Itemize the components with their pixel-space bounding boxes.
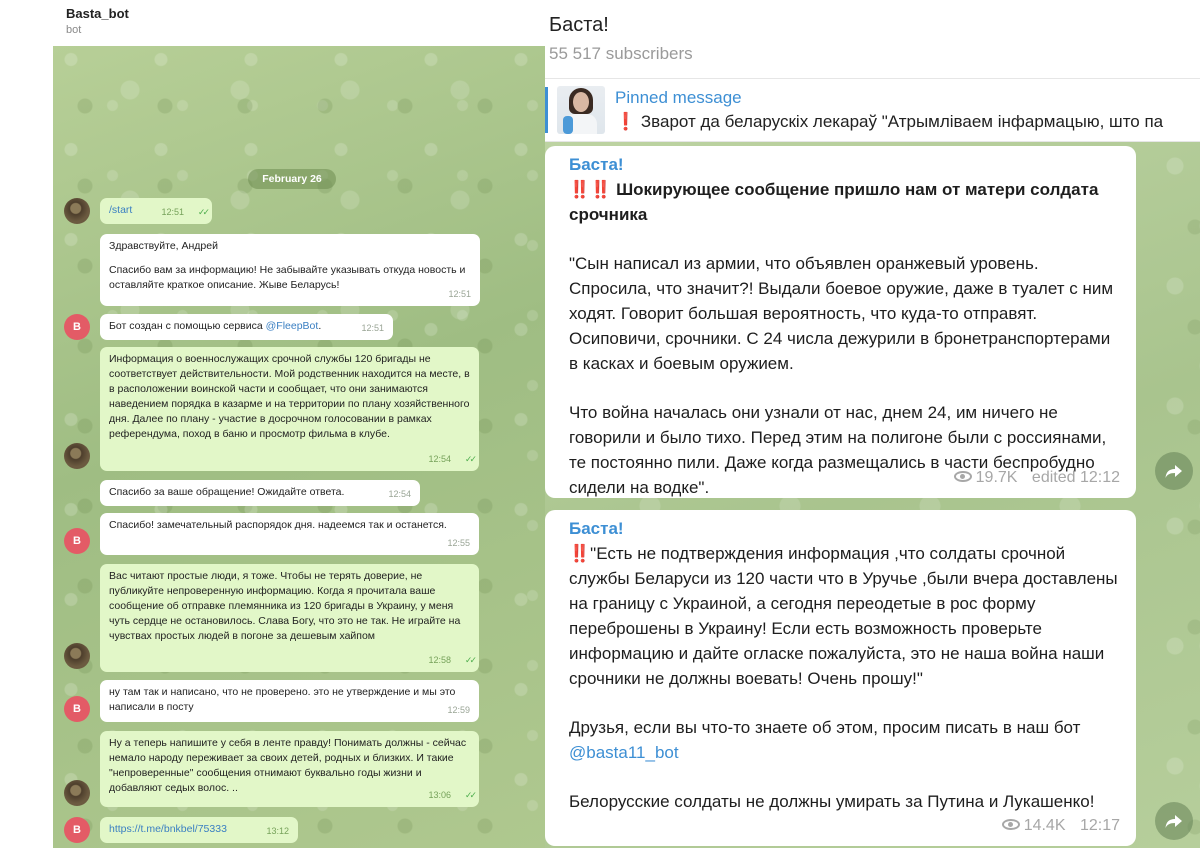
user-avatar-icon[interactable] <box>64 198 90 224</box>
channel-header[interactable] <box>545 0 1200 78</box>
subscriber-count: 55 517 subscribers <box>549 44 693 63</box>
message-text: ну там так и написано, что не проверено. это не утверждение и мы это написали в посту <box>109 686 456 713</box>
incoming-message[interactable] <box>100 680 479 722</box>
chat-subtitle: bot <box>66 24 82 36</box>
chat-header[interactable] <box>0 0 545 46</box>
post-headline-text: Шокирующее сообщение пришло нам от матери солдата срочника <box>569 180 1099 224</box>
outgoing-message[interactable] <box>100 817 298 843</box>
post-author[interactable]: Баста! <box>569 519 624 538</box>
chat-history[interactable] <box>53 46 545 848</box>
post-body <box>569 541 1123 691</box>
post-paragraph: "Есть не подтверждения информация ,что солдаты срочной службы Беларуси из 120 части что в Уручье ,были вчера доставлены на границу с Украиной, а сегодня переодетые в рос форму переброшены в Украину! Если есть возможность проверьте информацию и дайте огласке пожалуйста, это не наша война наши срочники не должны воевать! Очень прошу!" <box>569 544 1118 688</box>
incoming-message[interactable] <box>100 314 393 340</box>
pinned-indicator <box>545 87 548 133</box>
bot-avatar-icon[interactable]: B <box>64 817 90 843</box>
user-avatar-icon[interactable] <box>64 443 90 469</box>
channel-window <box>545 0 1200 848</box>
message-text: Вас читают простые люди, я тоже. Чтобы не терять доверие, не публикуйте непроверенную информацию. Когда я прочитала ваше сообщение об отправке племянника из 120 бригады в Украину, у меня чуть сердце не остановилось. Слава Богу, что это не так. Не играйте на чувствах простых людей в погоне за дешевым хайпом <box>109 570 461 642</box>
message-text: Спасибо! замечательный распорядок дня. надеемся так и останется. <box>109 519 447 531</box>
message-text: Информация о военнослужащих срочной службы 120 бригады не соответствует действительности. Мой родственник находится на месте, в в расположении воинской части и сообщает, что они занимаются наведением порядка в казарме и на территории по плану хозяйственного дня. Далее по плану - участие в досрочном голосовании в рамках референдума, поход в баню и просмотр фильма в клубе. <box>109 353 470 440</box>
eye-icon <box>954 471 972 482</box>
message-link[interactable]: https://t.me/bnkbel/75333 <box>109 823 227 835</box>
outgoing-message[interactable] <box>100 198 212 224</box>
post-paragraph: Белорусские солдаты не должны умирать за Путина и Лукашенко! <box>569 792 1095 811</box>
double-exclamation-icon: ‼️‼️ <box>569 180 612 199</box>
outgoing-message[interactable] <box>100 564 479 672</box>
incoming-message[interactable] <box>100 480 420 506</box>
pinned-thumbnail <box>557 86 605 134</box>
user-avatar-icon[interactable] <box>64 780 90 806</box>
share-icon <box>1164 811 1184 831</box>
read-checks-icon: ✓✓ <box>464 790 474 800</box>
read-checks-icon: ✓✓ <box>464 655 474 665</box>
pinned-message-bar[interactable] <box>545 78 1200 142</box>
outgoing-message[interactable] <box>100 347 479 471</box>
double-exclamation-icon: ‼️ <box>569 544 591 563</box>
post-paragraph: Что война началась они узнали от нас, днем 24, им ничего не говорили и было тихо. Перед этим на полигоне были с россиянами, те постоянно пили. Даже когда размещались в части беспробудно сидели на водке". <box>569 403 1107 497</box>
message-link[interactable]: @FleepBot <box>265 320 319 332</box>
message-time: 12:59 <box>447 705 470 715</box>
message-text: Спасибо за ваше обращение! Ожидайте ответа. <box>109 486 345 498</box>
message-time: 12:51 <box>361 323 384 333</box>
post-headline <box>569 177 1123 227</box>
pinned-label: Pinned message <box>615 88 742 107</box>
channel-title: Баста! <box>549 14 609 36</box>
message-time: 12:51 <box>448 289 471 299</box>
message-time: 12:55 <box>447 538 470 548</box>
post-author[interactable]: Баста! <box>569 155 624 174</box>
bot-avatar-icon[interactable]: B <box>64 314 90 340</box>
message-text: Здравствуйте, Андрей <box>109 240 218 252</box>
share-button[interactable] <box>1155 802 1193 840</box>
read-checks-icon: ✓✓ <box>464 454 474 464</box>
channel-post[interactable] <box>545 146 1136 498</box>
view-count: 19.7K <box>975 469 1018 486</box>
view-count: 14.4K <box>1023 817 1066 834</box>
post-meta <box>1002 813 1120 838</box>
message-time: 12:58 <box>428 655 451 665</box>
bot-chat-window <box>0 0 545 848</box>
post-paragraph: "Сын написал из армии, что объявлен оранжевый уровень. Спросила, что значит?! Выдали боевое оружие, даже в туалет с ним ходят. Говорит большая вероятность, что куда-то отправят. Осиповичи, срочники. С 24 числа дежурили в бронетранспортерами в касках и боевым оружием. <box>569 254 1114 373</box>
message-time: 13:06 <box>428 790 451 800</box>
message-time: 12:51 <box>161 207 184 217</box>
bot-avatar-icon[interactable]: B <box>64 528 90 554</box>
post-paragraph: Друзья, если вы что-то знаете об этом, просим писать в наш бот <box>569 718 1081 737</box>
bot-avatar-icon[interactable]: B <box>64 696 90 722</box>
message-time: 13:12 <box>266 826 289 836</box>
incoming-message[interactable] <box>100 234 480 306</box>
message-text[interactable]: /start <box>109 204 133 216</box>
user-avatar-icon[interactable] <box>64 643 90 669</box>
post-time: 12:17 <box>1079 817 1120 834</box>
pinned-message-text: Зварот да беларускіх лекараў "Атрымліваем інфармацыю, што па <box>640 112 1164 131</box>
incoming-message[interactable] <box>100 513 479 555</box>
date-separator: February 26 <box>248 169 336 189</box>
outgoing-message[interactable] <box>100 731 479 807</box>
chat-title: Basta_bot <box>66 6 129 21</box>
post-bot-link[interactable]: @basta11_bot <box>569 743 679 762</box>
message-time: 12:54 <box>428 454 451 464</box>
exclamation-icon: ❗ <box>615 112 637 131</box>
message-text: Спасибо вам за информацию! Не забывайте указывать откуда новость и оставляйте краткое описание. Жыве Беларусь! <box>109 264 466 291</box>
message-time: 12:54 <box>388 489 411 499</box>
eye-icon <box>1002 819 1020 830</box>
channel-post[interactable] <box>545 510 1136 846</box>
post-meta <box>954 465 1120 490</box>
edited-time: edited 12:12 <box>1031 469 1120 486</box>
pinned-text <box>615 112 1163 132</box>
message-text: Ну а теперь напишите у себя в ленте правду! Понимать должны - сейчас немало народу переживает за своих детей, родных и близких. И такие "непроверенные" сообщения отнимают буквально годы жизни и добавляют седых волос. .. <box>109 737 467 794</box>
channel-feed[interactable] <box>545 142 1200 848</box>
message-text: Бот создан с помощью сервиса <box>109 320 266 332</box>
share-icon <box>1164 461 1184 481</box>
read-checks-icon: ✓✓ <box>197 207 207 217</box>
message-text: . <box>318 320 322 332</box>
share-button[interactable] <box>1155 452 1193 490</box>
